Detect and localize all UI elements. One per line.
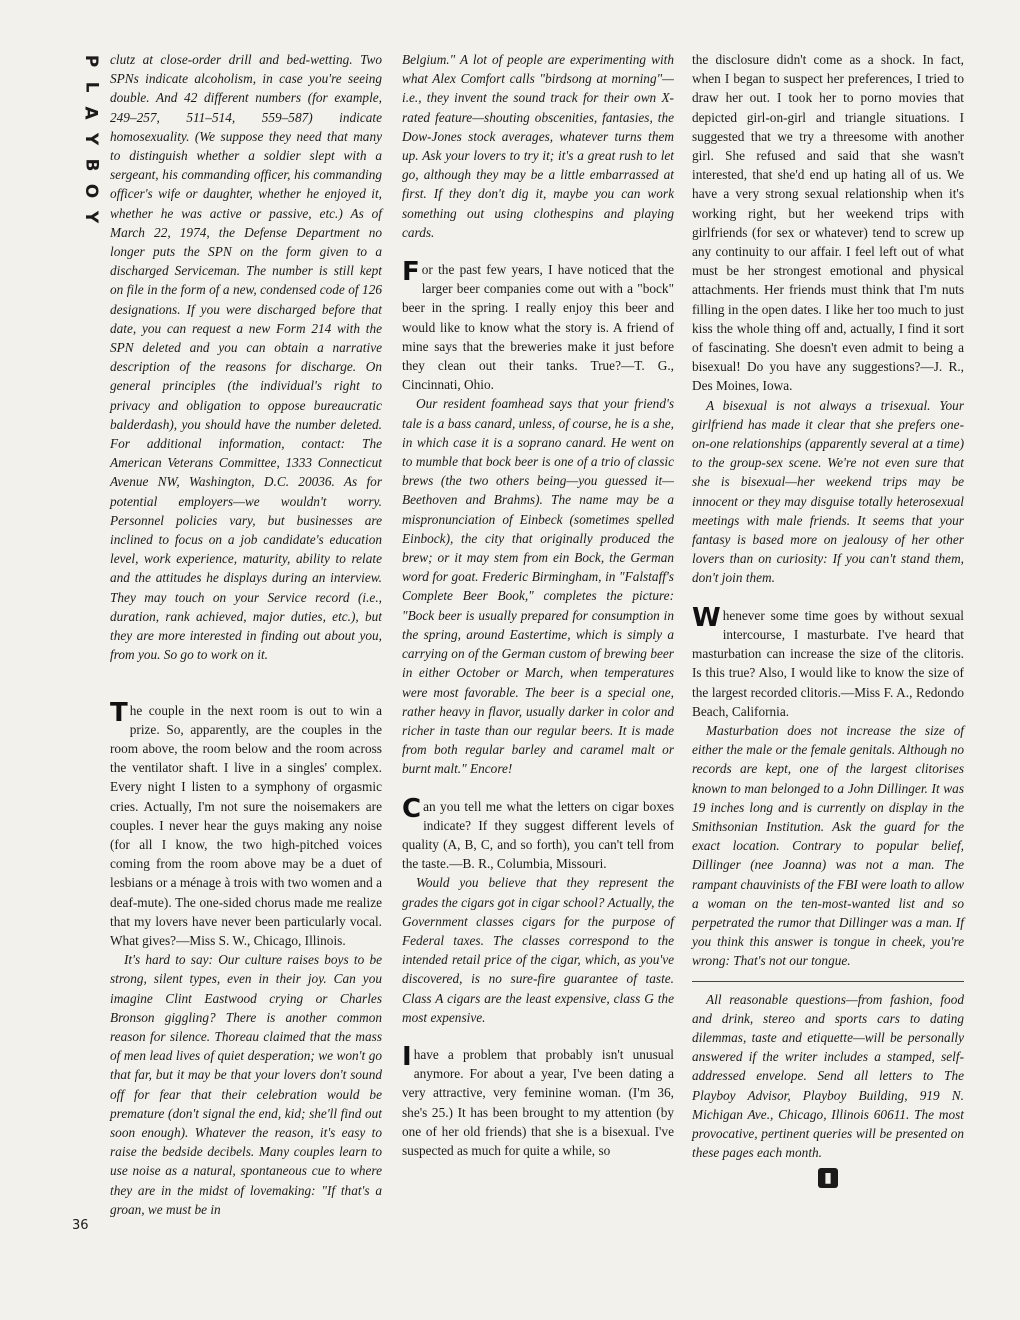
masthead-letter: Y	[81, 210, 101, 224]
question-paragraph	[402, 1041, 674, 1160]
column-3	[692, 50, 964, 1188]
masthead-letter: Y	[81, 132, 101, 146]
divider	[692, 981, 964, 982]
question-paragraph	[402, 793, 674, 874]
answer-paragraph: Would you believe that they represent the grades the cigars got in cigar school? Actually, the Government classes cigars for the purpose of Federal taxes. The classes correspond to the intended retail price of the cigar, which, as you've discovered, is no sure-fire guarantee of taste. Class A cigars are the least expensive, class G the most expensive.	[402, 875, 674, 1025]
drop-cap: W	[692, 602, 721, 633]
question-text: have a problem that probably isn't unusual anymore. For about a year, I've been dating a very attractive, very feminine woman. (I'm 36, she's 25.) It has been brought to my attention (by one of her old friends) that she is a bisexual. I've suspected as much for quite a while, so	[402, 1046, 674, 1158]
question-paragraph	[692, 602, 964, 721]
question-paragraph	[110, 697, 382, 951]
masthead-letter: B	[81, 158, 101, 172]
playboy-masthead	[78, 52, 102, 234]
submission-note: All reasonable questions—from fashion, food and drink, stereo and sports cars to dating dilemmas, taste and etiquette—will be personally answered if the writer includes a stamped, self-addressed envelope. Send all letters to The Playboy Advisor, Playboy Building, 919 N. Michigan Ave., Chicago, Illinois 60611. The most provocative, pertinent queries will be presented on these pages each month.	[692, 991, 964, 1161]
drop-cap: C	[402, 793, 422, 824]
masthead-letter: A	[80, 106, 101, 120]
bunny-logo-icon: ▮	[818, 1168, 838, 1188]
question-text: henever some time goes by without sexual intercourse, I masturbate. I've heard that masturbation can increase the size of the clitoris. Is this true? Also, I would like to know the size of the largest recorded clitoris.—Miss F. A., Redondo Beach, California.	[692, 607, 964, 719]
question-text: or the past few years, I have noticed that the larger beer companies come out with a "bock" beer in the spring. I really enjoy this beer and would like to know what the story is. A friend of mine says that the breweries make it just before they clean out their tanks. True?—T. G., Cincinnati, Ohio.	[402, 262, 674, 393]
question-text: an you tell me what the letters on cigar boxes indicate? If they suggest different levels of quality (A, B, C, and so forth), you can't tell from the taste.—B. R., Columbia, Missouri.	[402, 798, 674, 872]
masthead-letter: L	[81, 81, 101, 93]
drop-cap: I	[402, 1041, 412, 1072]
drop-cap: F	[402, 257, 420, 288]
masthead-letter: O	[80, 183, 101, 199]
column-2	[402, 50, 674, 1160]
answer-paragraph: A bisexual is not always a trisexual. Your girlfriend has made it clear that she prefers one-on-one relationships (apparently several at a time) to the group-sex scene. We're not even sure that she is bisexual—her weekend trips may be innocent or they may disguise totally heterosexual meetings with male friends. It seems that your fantasy is based more on jealousy of her other lovers than on curiosity: If you can't stand them, don't join them.	[692, 397, 964, 586]
answer-paragraph: It's hard to say: Our culture raises boys to be strong, silent types, even in their joy. Can you imagine Clint Eastwood crying or Charles Bronson giggling? There is another common reason for silence. Thoreau claimed that the mass of men lead lives of quiet desperation; we won't go that far, but it may be that your lovers don't sound off for fear that their celebration would be premature (don't signal the end, kid; she'll find out soon enough). Whatever the reason, it's easy to raise the bedside decibels. Many couples learn to use noise as a natural, spontaneous cue to where they are in the midst of lovemaking: "If that's a groan, we must be in	[110, 952, 382, 1217]
page-number: 36	[72, 1218, 89, 1233]
answer-paragraph: Belgium." A lot of people are experimenting with what Alex Comfort calls "birdsong at morning"—i.e., they invent the sound track for their own X-rated feature—shouting obscenities, fantasies, the Dow-Jones stock averages, whatever turns them up. Ask your lovers to try it; it's a great rush to let go, although they may be a little embarrassed at first. If they don't dig it, maybe you can work something out using clothespins and playing cards.	[402, 52, 674, 240]
question-text: he couple in the next room is out to win a prize. So, apparently, are the couples in the room above, the room below and the room across the ventilator shaft. I live in a singles' complex. Every night I listen to a symphony of orgasmic cries. Actually, I'm not sure the noisemakers are couples. I never hear the guys making any noise (for all I know, the two high-pitched voices coming from the room above may be a duet of lesbians or a ménage à trois with two women and a deaf-mute). The one-sided chorus made me realize that my lovers have never been particularly vocal. What gives?—Miss S. W., Chicago, Illinois.	[110, 702, 382, 948]
answer-paragraph: clutz at close-order drill and bed-wetting. Two SPNs indicate alcoholism, in case you're seeing double. And 42 different numbers (for example, 249–257, 511–514, 559–587) indicate homosexuality. (We suppose they need that many to distinguish whether a soldier slept with a sergeant, his commanding officer, his commanding officer's wife or daughter, whether he enjoyed it, whether he was active or passive, etc.) As of March 22, 1974, the Defense Department no longer puts the SPN on the form given to a discharged Serviceman. The number is still kept on file in the form of a new, condensed code of 126 designations. If you were discharged before that date, you can request a new Form 214 with the SPN deleted and you can obtain a narrative description of the reasons for discharge. On general principles (the individual's right to privacy and obligation to oppose bureaucratic balderdash), you should have the number deleted. For additional information, contact: The American Veterans Committee, 1333 Connecticut Avenue NW, Washington, D.C. 20036. As for potential employers—we wouldn't worry. Personnel policies vary, but businesses are inclined to focus on a job candidate's education level, work experience, maturity, ability to relate and the attitudes he displays during an interview. They may touch on your Service record (i.e., duration, rank achieved, major duties, etc.), but they are more interested in finding out about you, from you. So go to work on it.	[110, 52, 382, 663]
masthead-letter: P	[81, 54, 101, 68]
answer-paragraph: Our resident foamhead says that your friend's tale is a bass canard, unless, of course, he is a she, in which case it is a soprano canard. He went on to mumble that bock beer is one of a trio of classic brews (the two others being—you guessed it—Beethoven and Brahms). The name may be a mispronunciation of Einbeck (sometimes spelled Einbock), the city that originally produced the brew; or it may stem from ein Bock, the German word for goat. Frederic Birmingham, in "Falstaff's Complete Beer Book," completes the picture: "Bock beer is usually prepared for consumption in the spring, around Eastertime, which is simply a carrying on of the German custom of brewing beer in either October or March, when temperatures were most favorable. The beer is a special one, rather heavy in flavor, usually darker in color and richer in taste than our regular beers. It is made from both regular barley and caramel malt or burnt malt." Encore!	[402, 396, 674, 777]
drop-cap: T	[110, 697, 128, 728]
question-paragraph	[402, 257, 674, 394]
question-continuation: the disclosure didn't come as a shock. In fact, when I began to suspect her preferences, I tried to draw her out. I took her to porno movies that depicted girl-on-girl and triangle situations. I suggested that we try a threesome with another girl. She refused and said that she wasn't interested, that she'd end up hating all of us. We have a very strong sexual relationship when it's working right, but her weekend trips with girlfriends (for sex or whatever) tend to screw up any continuity to our affair. I feel left out of what must be her strongest emotional and physical attachments. Her friends must think that I'm nuts filling in the open dates. I like her too much to just kiss the whole thing off and, actually, I find it sort of fascinating. She doesn't even admit to being a bisexual! Do you have any suggestions?—J. R., Des Moines, Iowa.	[692, 52, 964, 394]
column-1	[110, 50, 382, 1219]
answer-paragraph: Masturbation does not increase the size of either the male or the female genitals. Although no records are kept, one of the largest clitorises known to man belonged to a John Dillinger. It was 19 inches long and is currently on display in the Smithsonian Institution. Ask the guard for the exact location. Contrary to popular belief, Dillinger (nee Joanna) was not a man. The rampant chauvinists of the FBI were loath to allow a woman on the ten-most-wanted list and so perpetrated the rumor that Dillinger was a man. If you think this answer is tongue in cheek, you're wrong: That's not our tongue.	[692, 722, 964, 969]
